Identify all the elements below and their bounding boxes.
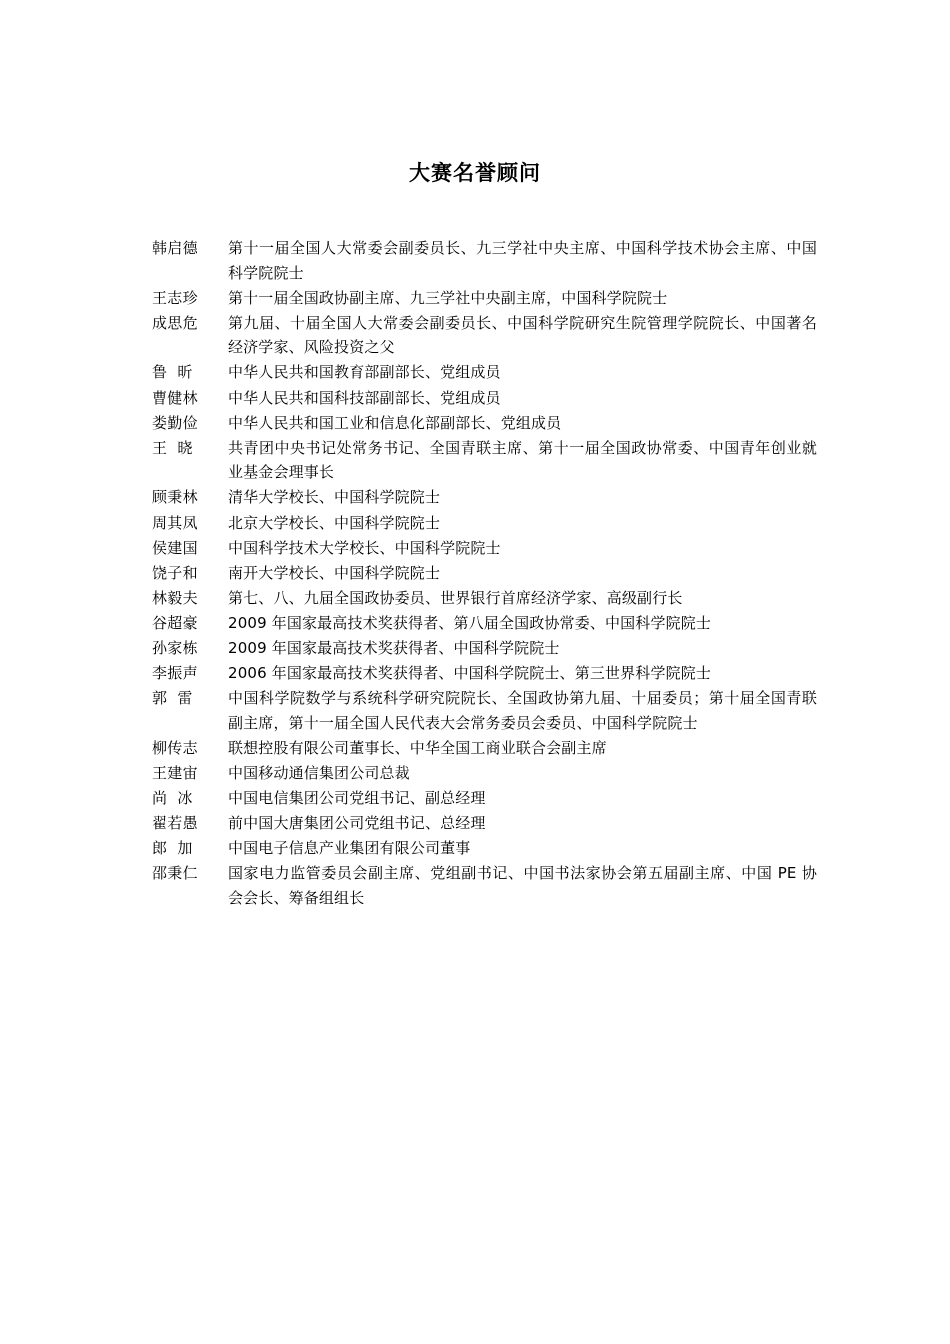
advisor-name: 饶子和 — [152, 563, 198, 582]
advisor-name: 娄勤俭 — [152, 413, 198, 432]
advisor-name: 王 晓 — [152, 438, 193, 457]
advisor-description: 2006 年国家最高技术奖获得者、中国科学院院士、第三世界科学院院士 — [228, 664, 712, 683]
list-item — [152, 686, 817, 735]
advisor-name: 柳传志 — [152, 738, 198, 757]
advisor-description: 2009 年国家最高技术奖获得者、中国科学院院士 — [228, 639, 560, 657]
advisor-name: 鲁 昕 — [152, 363, 193, 382]
advisor-name: 成思危 — [152, 313, 198, 332]
list-item — [152, 411, 817, 436]
list-item — [152, 360, 817, 385]
advisor-description: 中国电子信息产业集团有限公司董事 — [228, 839, 471, 858]
advisor-description: 联想控股有限公司董事长、中华全国工商业联合会副主席 — [228, 738, 607, 757]
advisor-description: 中华人民共和国教育部副部长、党组成员 — [228, 363, 501, 382]
list-item — [152, 636, 817, 661]
advisor-description: 中国移动通信集团公司总裁 — [228, 763, 410, 782]
advisor-description: 前中国大唐集团公司党组书记、总经理 — [228, 814, 486, 833]
list-item — [152, 236, 817, 285]
advisor-description: 中国科学院数学与系统科学研究院院长、全国政协第九届、十届委员；第十届全国青联副主席，第十一届全国人民代表大会常务委员会委员、中国科学院院士 — [228, 689, 817, 732]
advisor-name: 郎 加 — [152, 839, 193, 858]
advisor-description: 第七、八、九届全国政协委员、世界银行首席经济学家、高级副行长 — [228, 588, 683, 607]
list-item — [152, 836, 817, 861]
advisor-name: 王志珍 — [152, 288, 198, 307]
advisor-name: 邵秉仁 — [152, 864, 198, 883]
advisor-description: 第九届、十届全国人大常委会副委员长、中国科学院研究生院管理学院院长、中国著名经济学家、风险投资之父 — [228, 313, 817, 357]
page-title: 大赛名誉顾问 — [409, 161, 541, 185]
advisor-name: 翟若愚 — [152, 814, 198, 833]
advisor-name: 顾秉林 — [152, 488, 198, 507]
list-item — [152, 536, 817, 561]
list-item — [152, 736, 817, 761]
advisor-description: 第十一届全国政协副主席、九三学社中央副主席，中国科学院院士 — [228, 288, 668, 307]
list-item — [152, 311, 817, 360]
list-item — [152, 861, 817, 910]
advisor-name: 谷超豪 — [152, 613, 198, 632]
advisor-description: 第十一届全国人大常委会副委员长、九三学社中央主席、中国科学技术协会主席、中国科学院院士 — [228, 239, 817, 282]
list-item — [152, 286, 817, 311]
advisor-description: 共青团中央书记处常务书记、全国青联主席、第十一届全国政协常委、中国青年创业就业基金会理事长 — [228, 438, 817, 482]
advisor-description: 中国电信集团公司党组书记、副总经理 — [228, 789, 486, 808]
list-item — [152, 811, 817, 836]
advisor-list — [152, 236, 817, 911]
advisor-name: 韩启德 — [152, 239, 198, 257]
advisor-description: 中华人民共和国工业和信息化部副部长、党组成员 — [228, 413, 562, 432]
list-item — [152, 661, 817, 686]
advisor-name: 曹健林 — [152, 388, 198, 407]
advisor-name: 郭 雷 — [152, 689, 193, 708]
list-item — [152, 386, 817, 411]
list-item — [152, 586, 817, 611]
advisor-name: 尚 冰 — [152, 789, 193, 808]
advisor-name: 孙家栋 — [152, 639, 198, 657]
advisor-description: 北京大学校长、中国科学院院士 — [228, 513, 441, 532]
advisor-description: 中华人民共和国科技部副部长、党组成员 — [228, 388, 501, 407]
advisor-name: 王建宙 — [152, 763, 198, 782]
list-item — [152, 561, 817, 586]
advisor-description: 国家电力监管委员会副主席、党组副书记、中国书法家协会第五届副主席、中国 PE 协会会长、筹备组组长 — [228, 864, 817, 907]
advisor-name: 周其凤 — [152, 513, 198, 532]
list-item — [152, 511, 817, 536]
advisor-description: 南开大学校长、中国科学院院士 — [228, 563, 441, 582]
advisor-name: 李振声 — [152, 664, 198, 683]
advisor-name: 侯建国 — [152, 538, 198, 557]
advisor-description: 2009 年国家最高技术奖获得者、第八届全国政协常委、中国科学院院士 — [228, 613, 712, 632]
list-item — [152, 786, 817, 811]
advisor-description: 中国科学技术大学校长、中国科学院院士 — [228, 538, 501, 557]
list-item — [152, 485, 817, 510]
list-item — [152, 761, 817, 786]
advisor-name: 林毅夫 — [152, 588, 198, 607]
list-item — [152, 611, 817, 636]
list-item — [152, 436, 817, 485]
advisor-description: 清华大学校长、中国科学院院士 — [228, 488, 441, 507]
